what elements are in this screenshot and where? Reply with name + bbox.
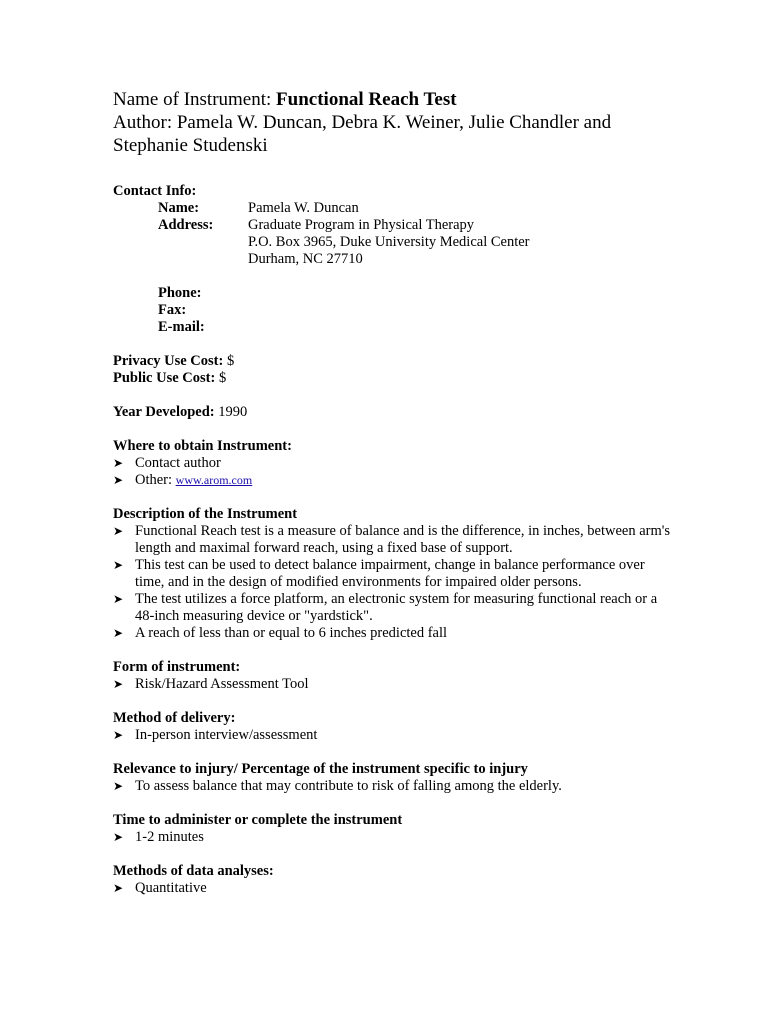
analyses-item: Quantitative (135, 880, 207, 896)
year-developed-label: Year Developed: (113, 404, 215, 420)
arrowhead-bullet-icon: ➤ (113, 592, 124, 606)
contact-info-heading: Contact Info: (113, 183, 197, 199)
relevance-list (113, 778, 673, 795)
contact-name-label: Name: (158, 200, 200, 216)
description-item-3: The test utilizes a force platform, an electronic system for measuring functional reach or a 48-inch measuring device or "yardstick". (135, 591, 658, 624)
delivery-heading: Method of delivery: (113, 710, 236, 726)
description-item-1: Functional Reach test is a measure of balance and is the difference, in inches, between arm's length and maximal forward reach, using a fixed base of support. (135, 523, 671, 556)
obtain-list (113, 455, 673, 489)
list-item (113, 829, 673, 846)
description-heading: Description of the Instrument (113, 506, 298, 522)
delivery-item: In-person interview/assessment (135, 727, 318, 743)
list-item (113, 880, 673, 897)
arrowhead-bullet-icon: ➤ (113, 830, 124, 844)
analyses-heading: Methods of data analyses: (113, 863, 274, 879)
document-page (113, 88, 673, 897)
contact-info-table (113, 200, 673, 336)
contact-address-line-2: P.O. Box 3965, Duke University Medical Center (248, 234, 530, 250)
instrument-name-label: Name of Instrument: (113, 89, 272, 110)
list-item (113, 455, 673, 472)
form-heading: Form of instrument: (113, 659, 241, 675)
contact-name-value: Pamela W. Duncan (248, 200, 359, 216)
privacy-cost-row (113, 353, 673, 370)
contact-address-line-3: Durham, NC 27710 (248, 251, 363, 267)
year-developed-row (113, 404, 673, 421)
public-cost-row (113, 370, 673, 387)
arrowhead-bullet-icon: ➤ (113, 881, 124, 895)
obtain-item-contact: Contact author (135, 455, 221, 471)
list-item (113, 727, 673, 744)
arrowhead-bullet-icon: ➤ (113, 558, 124, 572)
description-item-2: This test can be used to detect balance impairment, change in balance performance over time, and in the design of modified environments for impaired older persons. (135, 557, 645, 590)
arrowhead-bullet-icon: ➤ (113, 473, 124, 487)
public-cost-label: Public Use Cost: (113, 370, 216, 386)
contact-address-line-1: Graduate Program in Physical Therapy (248, 217, 475, 233)
public-cost-value: $ (218, 370, 227, 386)
contact-fax-label: Fax: (158, 302, 187, 318)
time-heading: Time to administer or complete the instrument (113, 812, 403, 828)
arrowhead-bullet-icon: ➤ (113, 779, 124, 793)
instrument-name-value: Functional Reach Test (276, 89, 457, 110)
time-list (113, 829, 673, 846)
analyses-list (113, 880, 673, 897)
obtain-heading: Where to obtain Instrument: (113, 438, 292, 454)
list-item (113, 625, 673, 642)
form-list (113, 676, 673, 693)
list-item (113, 557, 673, 591)
contact-phone-label: Phone: (158, 285, 202, 301)
list-item (113, 591, 673, 625)
author-line-2: Stephanie Studenski (113, 135, 268, 156)
arrowhead-bullet-icon: ➤ (113, 524, 124, 538)
year-developed-value: 1990 (218, 404, 248, 420)
arrowhead-bullet-icon: ➤ (113, 456, 124, 470)
list-item (113, 676, 673, 693)
list-item (113, 472, 673, 489)
arrowhead-bullet-icon: ➤ (113, 626, 124, 640)
obtain-item-other-label: Other: (135, 472, 173, 488)
arrowhead-bullet-icon: ➤ (113, 677, 124, 691)
description-list (113, 523, 673, 642)
author-line-1: Author: Pamela W. Duncan, Debra K. Weiner, Julie Chandler and (113, 112, 612, 133)
list-item (113, 523, 673, 557)
form-item: Risk/Hazard Assessment Tool (135, 676, 309, 692)
contact-email-label: E-mail: (158, 319, 205, 335)
arrowhead-bullet-icon: ➤ (113, 728, 124, 742)
relevance-item: To assess balance that may contribute to risk of falling among the elderly. (135, 778, 562, 794)
privacy-cost-value: $ (226, 353, 235, 369)
arom-link[interactable]: www.arom.com (175, 473, 253, 487)
relevance-heading: Relevance to injury/ Percentage of the instrument specific to injury (113, 761, 528, 777)
privacy-cost-label: Privacy Use Cost: (113, 353, 224, 369)
list-item (113, 778, 673, 795)
delivery-list (113, 727, 673, 744)
contact-address-label: Address: (158, 217, 214, 233)
description-item-4: A reach of less than or equal to 6 inches predicted fall (135, 625, 448, 641)
time-item: 1-2 minutes (135, 829, 204, 845)
instrument-name-line (113, 88, 673, 111)
